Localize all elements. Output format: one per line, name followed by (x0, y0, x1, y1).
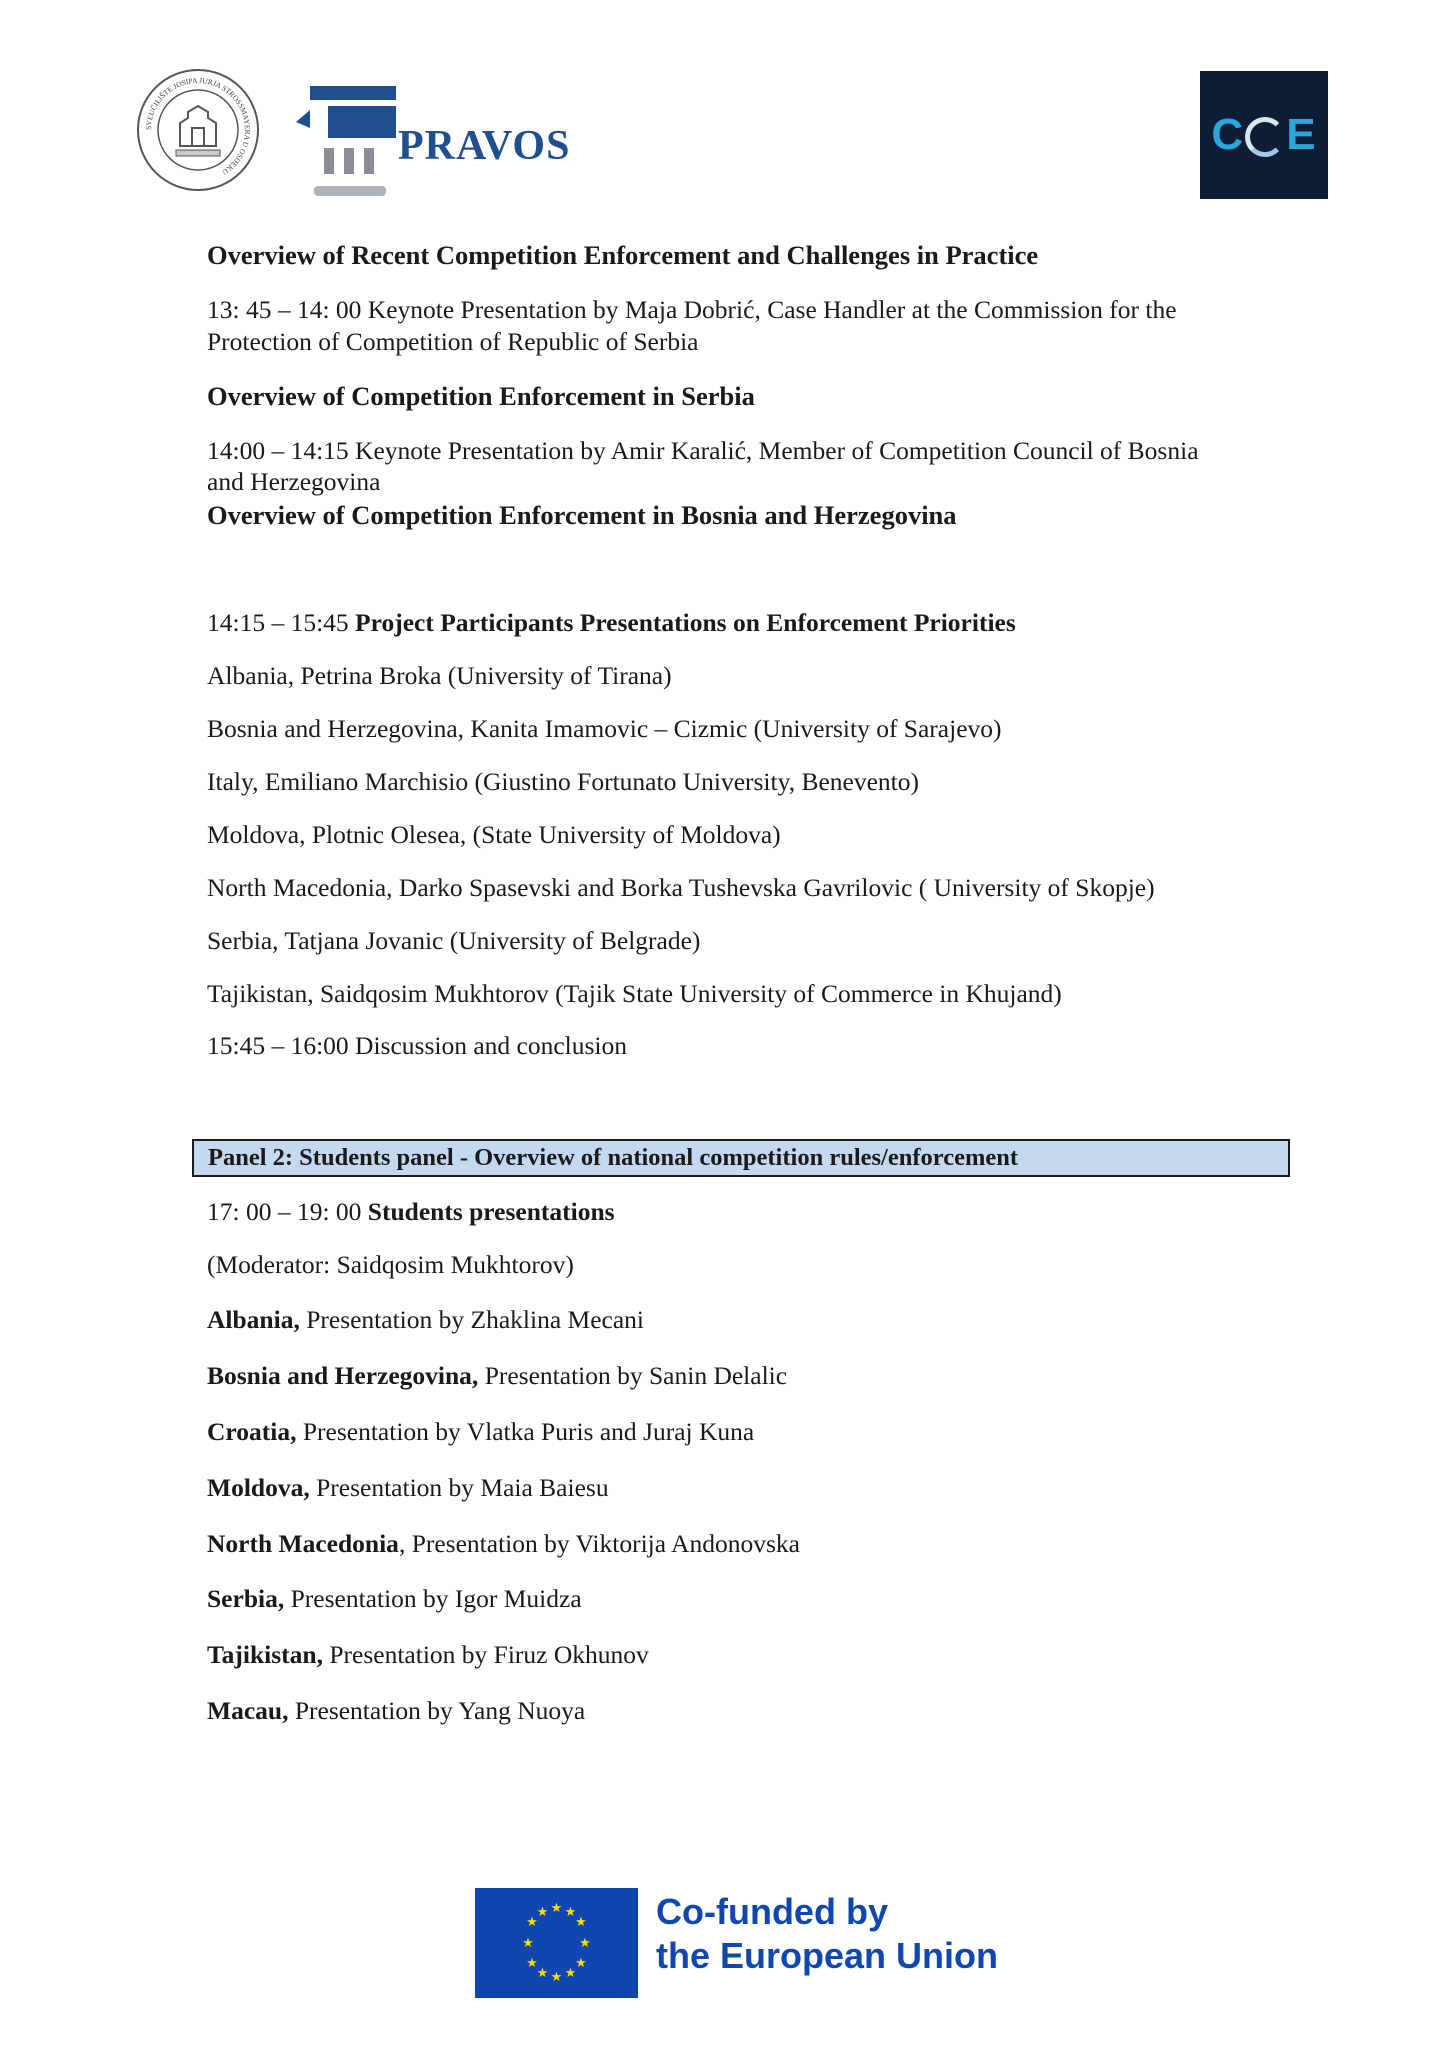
eu-line1: Co-funded by (656, 1891, 888, 1932)
participants-session-time: 14:15 – 15:45 (207, 608, 356, 637)
participant-item: Bosnia and Herzegovina, Kanita Imamovic – Cizmic (University of Sarajevo) (207, 714, 1002, 743)
svg-text:★: ★ (579, 1936, 591, 1951)
heading-enforcement-serbia: Overview of Competition Enforcement in Serbia (207, 381, 755, 411)
student-presentation-item (207, 1416, 754, 1447)
pravos-logo (296, 86, 596, 204)
presentation-text: Presentation by Zhaklina Mecani (299, 1305, 644, 1334)
svg-text:★: ★ (575, 1956, 587, 1971)
country-label: Moldova, (207, 1473, 310, 1502)
students-title: Students presentations (367, 1197, 615, 1226)
eu-line2: the European Union (656, 1935, 998, 1976)
panel2-title-box (192, 1139, 1290, 1177)
students-time: 17: 00 – 19: 00 (207, 1197, 368, 1226)
university-seal-logo (136, 68, 260, 192)
participant-item: North Macedonia, Darko Spasevski and Borka Tushevska Gavrilovic ( University of Skopje) (207, 873, 1155, 902)
students-presentations-line (207, 1196, 615, 1227)
participant-item: Tajikistan, Saidqosim Mukhtorov (Tajik State University of Commerce in Khujand) (207, 979, 1062, 1008)
country-label: Croatia, (207, 1417, 297, 1446)
presentation-text: , Presentation by Viktorija Andonovska (398, 1529, 800, 1558)
participant-item: Serbia, Tatjana Jovanic (University of Belgrade) (207, 926, 701, 955)
discussion-conclusion: 15:45 – 16:00 Discussion and conclusion (207, 1031, 628, 1060)
student-presentation-item (207, 1528, 800, 1559)
participants-session-line (207, 607, 1016, 638)
svg-text:★: ★ (526, 1956, 538, 1971)
svg-text:★: ★ (536, 1966, 549, 1981)
country-label: Tajikistan, (207, 1640, 323, 1669)
svg-text:★: ★ (550, 1901, 563, 1916)
heading-recent-enforcement: Overview of Recent Competition Enforcement and Challenges in Practice (207, 240, 1039, 270)
country-label: North Macedonia (207, 1529, 399, 1558)
svg-text:★: ★ (564, 1905, 577, 1920)
participants-session-title: Project Participants Presentations on Enforcement Priorities (355, 608, 1016, 637)
student-presentation-item (207, 1583, 582, 1614)
svg-text:★: ★ (550, 1970, 563, 1985)
student-presentation-item (207, 1360, 787, 1391)
country-label: Serbia, (207, 1584, 285, 1613)
panel2-title: Panel 2: Students panel - Overview of national competition rules/enforcement (208, 1144, 1019, 1171)
presentation-text: Presentation by Vlatka Puris and Juraj Kuna (296, 1417, 755, 1446)
svg-text:★: ★ (526, 1915, 538, 1930)
country-label: Macau, (207, 1696, 289, 1725)
moderator-line: (Moderator: Saidqosim Mukhtorov) (207, 1250, 574, 1279)
participant-item: Moldova, Plotnic Olesea, (State University of Moldova) (207, 820, 781, 849)
eu-cofunded-text (656, 1890, 998, 1978)
presentation-text: Presentation by Yang Nuoya (288, 1696, 586, 1725)
keynote-karalic-line2: and Herzegovina (207, 467, 381, 496)
keynote-dobric-line1: 13: 45 – 14: 00 Keynote Presentation by Maja Dobrić, Case Handler at the Commission for the (207, 295, 1177, 324)
keynote-karalic-line1: 14:00 – 14:15 Keynote Presentation by Amir Karalić, Member of Competition Council of Bosnia (207, 436, 1199, 465)
coe-logo (1200, 71, 1328, 199)
country-label: Bosnia and Herzegovina, (207, 1361, 479, 1390)
svg-text:★: ★ (564, 1966, 577, 1981)
coe-letter-c: C (1211, 110, 1245, 159)
country-label: Albania, (207, 1305, 300, 1334)
keynote-dobric-line2: Protection of Competition of Republic of Serbia (207, 327, 699, 356)
svg-text:★: ★ (522, 1936, 534, 1951)
presentation-text: Presentation by Sanin Delalic (478, 1361, 788, 1390)
student-presentation-item (207, 1304, 644, 1335)
pravos-wordmark: PRAVOS (398, 123, 571, 169)
svg-text:★: ★ (575, 1915, 587, 1930)
seal-text: SVEUČILIŠTE JOSIPA JURJA STROSSMAYERA U OSIJEKU (143, 75, 253, 177)
student-presentation-item (207, 1695, 585, 1726)
participant-item: Albania, Petrina Broka (University of Tirana) (207, 661, 672, 690)
eu-flag-icon (475, 1888, 638, 1998)
heading-enforcement-bih: Overview of Competition Enforcement in Bosnia and Herzegovina (207, 500, 957, 530)
coe-letter-e: E (1286, 110, 1317, 159)
svg-text:★: ★ (536, 1905, 549, 1920)
presentation-text: Presentation by Firuz Okhunov (322, 1640, 649, 1669)
coe-eclipse-icon (1245, 117, 1285, 157)
presentation-text: Presentation by Maia Baiesu (309, 1473, 609, 1502)
student-presentation-item (207, 1639, 649, 1670)
participant-item: Italy, Emiliano Marchisio (Giustino Fortunato University, Benevento) (207, 767, 919, 796)
presentation-text: Presentation by Igor Muidza (284, 1584, 582, 1613)
student-presentation-item (207, 1472, 609, 1503)
